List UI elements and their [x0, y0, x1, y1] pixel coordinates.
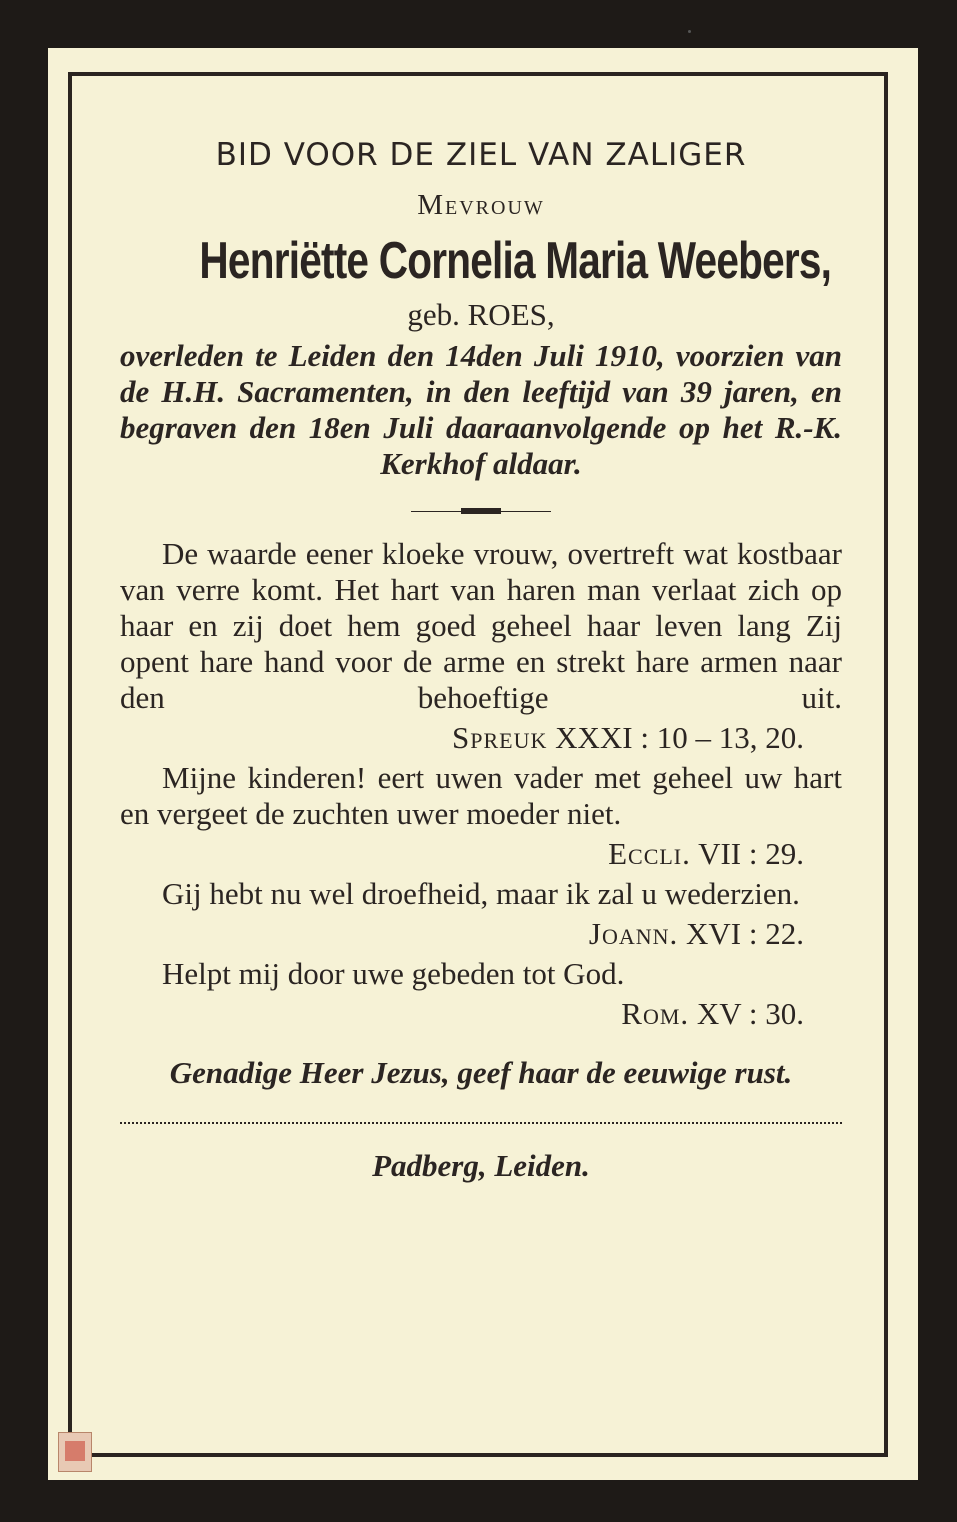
archive-stamp-logo — [58, 1432, 92, 1472]
closing-prayer: Genadige Heer Jezus, geef haar de eeuwige rust. — [169, 1055, 793, 1090]
passage-3-book: Joann. — [588, 916, 679, 951]
passage-4-book: Rom. — [621, 996, 690, 1031]
passage-2-book: Eccli. — [608, 836, 691, 871]
death-details: overleden te Leiden den 14den Juli 1910, voorzien van de H.H. Sacramenten, in den leeftijd van 39 jaren, en begraven den 18en Juli daaraanvolgende op het R.-K. Kerkhof aldaar. — [120, 338, 842, 481]
title-honorific: Mevrouw — [417, 189, 545, 221]
deceased-name: Henriëtte Cornelia Maria Weebers, — [199, 232, 832, 290]
passage-4-text: Helpt mij door uwe gebeden tot God. — [162, 956, 625, 991]
heading: BID VOOR DE ZIEL VAN ZALIGER — [215, 137, 747, 173]
passage-1-verse: XXXI : 10 – 13, 20. — [555, 720, 804, 755]
passage-1-text: De waarde eener kloeke vrouw, overtreft wat kostbaar van verre komt. Het hart van haren man verlaat zich op haar en zij doet hem goed geheel haar leven lang Zij opent hare hand voor de arme en strekt hare armen naar den behoeftige uit. — [120, 536, 842, 715]
dotted-divider — [120, 1122, 842, 1124]
passage-4-reference — [120, 992, 842, 1036]
passage-4-verse: XV : 30. — [696, 996, 804, 1031]
passage-1-book: Spreuk — [452, 720, 548, 755]
passage-3-verse: XVI : 22. — [686, 916, 804, 951]
ornamental-divider — [411, 506, 551, 518]
passage-3-reference — [120, 912, 842, 956]
speck — [688, 30, 691, 33]
passage-1-reference — [120, 716, 842, 760]
passage-2-text: Mijne kinderen! eert uwen vader met geheel uw hart en vergeet de zuchten uwer moeder niet. — [120, 760, 842, 831]
passage-3-text: Gij hebt nu wel droefheid, maar ik zal u wederzien. — [162, 876, 800, 911]
card-content — [120, 130, 842, 1186]
printer-imprint: Padberg, Leiden. — [372, 1148, 590, 1183]
passage-2-reference — [120, 832, 842, 876]
maiden-name: geb. ROES, — [407, 297, 555, 332]
passage-2-verse: VII : 29. — [698, 836, 804, 871]
